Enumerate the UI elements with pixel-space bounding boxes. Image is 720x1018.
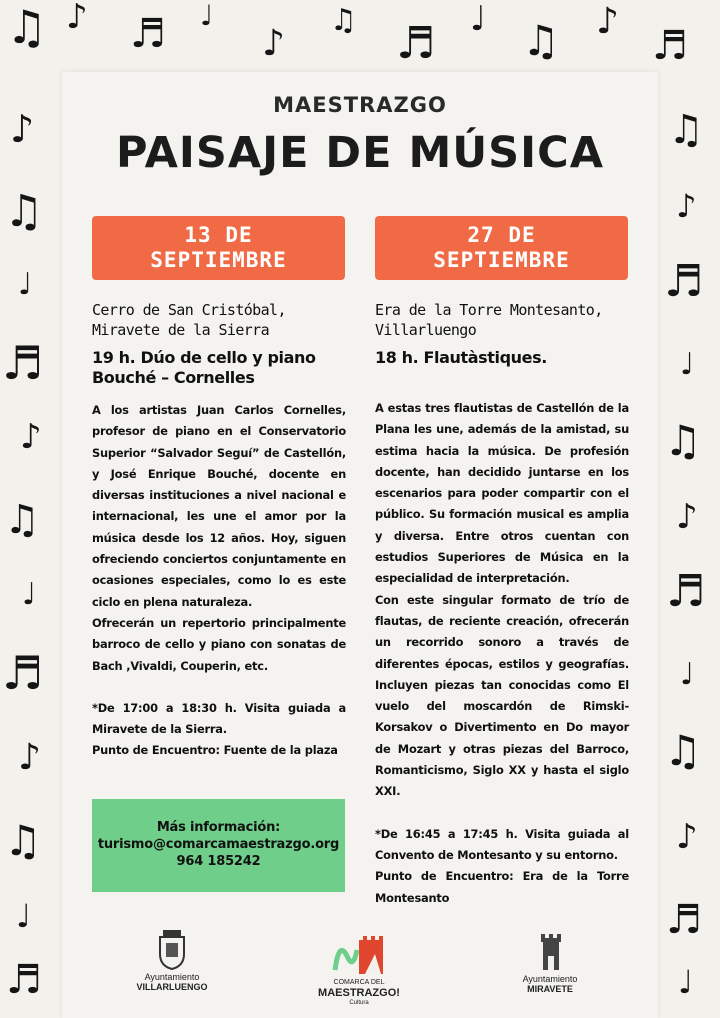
phone-number[interactable]: 964 185242 — [176, 854, 261, 869]
music-note-icon: ♪ — [676, 187, 697, 225]
music-note-icon: ♬ — [666, 897, 702, 943]
logo-line: Ayuntamiento — [522, 974, 578, 984]
comarca-logo-icon — [329, 930, 389, 976]
music-note-icon: ♩ — [16, 897, 32, 935]
venue-line: Villarluengo — [375, 321, 477, 339]
venue-line: Cerro de San Cristóbal, — [92, 301, 286, 319]
event-title — [92, 348, 346, 388]
music-note-icon: ♫ — [522, 16, 560, 65]
logo-line: VILLARLUENGO — [136, 982, 208, 992]
guided-visit-note: *De 17:00 a 18:30 h. Visita guiada a Miravete de la Sierra. — [92, 700, 346, 737]
description-paragraph: A estas tres flautistas de Castellón de la Plana les une, además de la amistad, su estima hacia la música. De profesión docente, han decidido juntarse en los escenarios para poder compartir con el público. Su formación musical es amplia y diversa. Entre otros cuentan con estudios Superiores de Música en la especialidad de interpretación. — [375, 401, 629, 586]
logo-miravete — [500, 930, 600, 994]
logo-line: Ayuntamiento — [144, 972, 200, 982]
logo-line: MIRAVETE — [527, 984, 573, 994]
music-note-icon: ♫ — [4, 186, 44, 237]
music-note-icon: ♫ — [664, 726, 702, 775]
venue-line: Miravete de la Sierra — [92, 321, 270, 339]
music-note-icon: ♬ — [652, 23, 688, 69]
more-info-label: Más información: — [156, 820, 281, 835]
logo-comarca-maestrazgo — [303, 930, 415, 1008]
venue-line: Era de la Torre Montesanto, — [375, 301, 603, 319]
music-note-icon: ♪ — [66, 0, 88, 37]
music-note-icon: ♫ — [330, 3, 357, 38]
music-note-icon: ♩ — [200, 0, 214, 32]
music-note-icon: ♪ — [676, 497, 698, 537]
castle-tower-icon — [535, 930, 565, 972]
date-badge-left — [92, 216, 345, 280]
description-paragraph: Con este singular formato de trío de flautas, de reciente creación, ofrecerán un recorrido sonoro a través de diferentes épocas, estilos y geografías. Incluyen piezas tan conocidas como El vuelo del moscardón de Rimski-Korsakov o Divertimento en Do mayor de Mozart y otras piezas del Barroco, Romanticismo, Siglo XX y hasta el siglo XXI. — [375, 592, 629, 799]
date-line: SEPTIEMBRE — [150, 248, 287, 272]
music-note-icon: ♪ — [262, 23, 285, 64]
logo-line: MAESTRAZGO! — [318, 987, 400, 999]
music-note-icon: ♫ — [6, 0, 48, 54]
music-note-icon: ♬ — [396, 18, 436, 69]
music-note-icon: ♩ — [680, 657, 695, 692]
event-column-left — [92, 300, 346, 762]
music-note-icon: ♪ — [10, 107, 35, 151]
music-note-icon: ♬ — [130, 11, 166, 57]
music-note-icon: ♫ — [668, 107, 704, 153]
event-column-right — [375, 300, 629, 909]
music-note-icon: ♩ — [470, 0, 487, 39]
venue — [375, 300, 629, 340]
logo-line: Cultura — [349, 1000, 369, 1006]
logo-villarluengo — [122, 928, 222, 992]
date-line: 13 DE — [184, 223, 253, 247]
date-badge-right — [375, 216, 628, 280]
music-note-icon: ♬ — [6, 957, 42, 1003]
page-title: PAISAJE DE MÚSICA — [116, 128, 604, 178]
more-info-box — [92, 799, 345, 892]
music-note-icon: ♬ — [666, 566, 706, 617]
event-line: 18 h. Flautàstiques. — [375, 348, 547, 367]
music-note-icon: ♬ — [664, 256, 704, 307]
region-kicker: MAESTRAZGO — [273, 93, 447, 117]
description-paragraph: Ofrecerán un repertorio principalmente barroco de cello y piano con sonatas de Bach ,Vivaldi, Couperin, etc. — [92, 615, 346, 673]
music-note-icon: ♩ — [18, 267, 33, 302]
music-note-icon: ♩ — [22, 577, 37, 612]
description-paragraph: A los artistas Juan Carlos Cornelles, profesor de piano en el Conservatorio Superior “Salvador Seguí” de Castellón, y José Enrique Bouché, docente en diversas instituciones a nivel nacional e internacional, les une el amor por la música desde los 12 años. Hoy, siguen ofreciendo conciertos conjuntamente en ocasiones especiales, como lo es este ciclo en plena naturaleza. — [92, 403, 346, 609]
music-note-icon: ♪ — [596, 1, 619, 42]
event-line: Bouché – Cornelles — [92, 368, 255, 387]
event-title — [375, 348, 629, 368]
meeting-point: Punto de Encuentro: Era de la Torre Montesanto — [375, 869, 629, 905]
music-note-icon: ♫ — [4, 497, 40, 543]
guided-visit-note: *De 16:45 a 17:45 h. Visita guiada al Convento de Montesanto y su entorno. — [375, 826, 629, 862]
music-note-icon: ♪ — [20, 417, 42, 457]
date-line: 27 DE — [467, 223, 536, 247]
event-line: 19 h. Dúo de cello y piano — [92, 348, 316, 367]
music-note-icon: ♫ — [4, 816, 42, 865]
music-note-icon: ♬ — [2, 336, 44, 390]
date-line: SEPTIEMBRE — [433, 248, 570, 272]
music-note-icon: ♪ — [18, 737, 41, 778]
music-note-icon: ♩ — [680, 347, 695, 382]
email-link[interactable]: turismo@comarcamaestrazgo.org — [97, 837, 340, 852]
meeting-point: Punto de Encuentro: Fuente de la plaza — [92, 743, 338, 758]
music-note-icon: ♪ — [676, 817, 698, 857]
music-note-icon: ♩ — [678, 963, 694, 1001]
coat-of-arms-icon — [157, 928, 187, 970]
venue — [92, 300, 346, 340]
music-note-icon: ♬ — [2, 646, 44, 700]
logo-line: COMARCA DEL — [333, 979, 385, 986]
music-note-icon: ♫ — [664, 416, 702, 465]
